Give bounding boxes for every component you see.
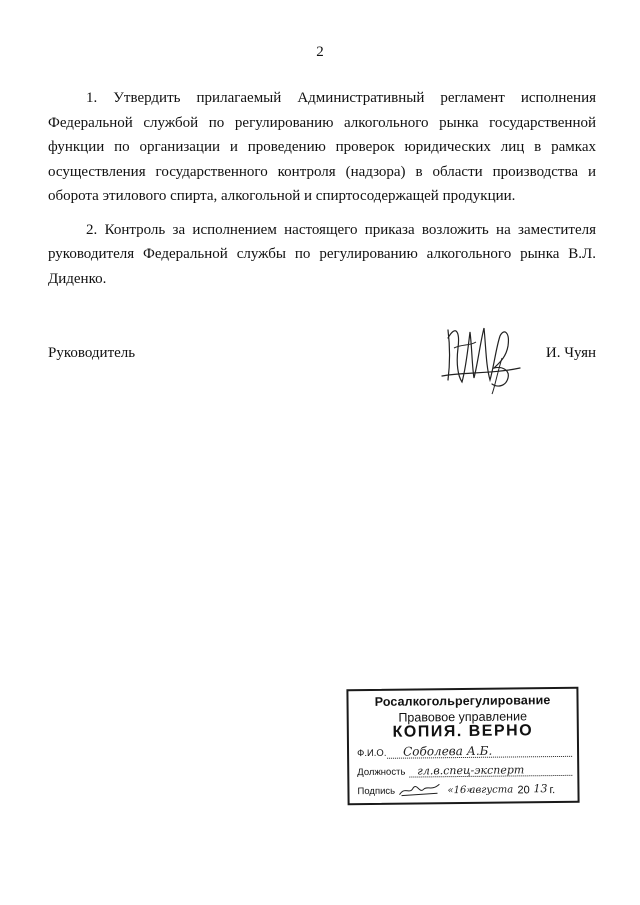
stamp-organization: Росалкогольрегулирование [374, 693, 551, 709]
stamp-position-label: Должность [357, 766, 406, 779]
stamp-date-day: «16» [447, 784, 473, 797]
stamp-year-unit: г. [549, 784, 556, 797]
stamp-year-suffix: 13 [533, 782, 548, 796]
stamp-date-month: августа [469, 784, 514, 796]
signer-name: И. Чуян [545, 345, 596, 361]
stamp-fio-value: Соболева А.Б. [402, 743, 493, 759]
stamp-signature-label: Подпись [357, 785, 396, 798]
stamp-fio-row [357, 743, 572, 761]
paragraph-1: 1. Утвердить прилагаемый Административный регламент исполнения Федеральной службой по регулированию алкогольного рынка государственной функции по организации и проведению проверок юридических лиц в рамках осуществления государственного контроля (надзора) в области производства и оборота этилового спирта, алкогольной и спиртосодержащей продукции. [48, 90, 596, 204]
handwritten-signature [432, 318, 532, 396]
stamp-position-value: гл.в.спец-эксперт [417, 763, 525, 778]
stamp-fio-label: Ф.И.О. [357, 747, 387, 760]
certified-copy-stamp [346, 687, 579, 805]
stamp-department: Правовое управление [398, 709, 528, 725]
document-body [48, 86, 596, 300]
page-number: 2 [316, 44, 324, 60]
stamp-signature-scribble [397, 781, 441, 797]
stamp-signature-row [357, 781, 572, 799]
stamp-position-row [357, 762, 572, 780]
signer-position: Руководитель [48, 345, 136, 361]
stamp-heading: КОПИЯ. ВЕРНО [392, 722, 534, 741]
stamp-year-prefix: 20 [517, 784, 530, 797]
paragraph-2: 2. Контроль за исполнением настоящего приказа возложить на заместителя руководителя Федеральной службы по регулированию алкогольного рынка В.Л. Диденко. [48, 221, 596, 287]
